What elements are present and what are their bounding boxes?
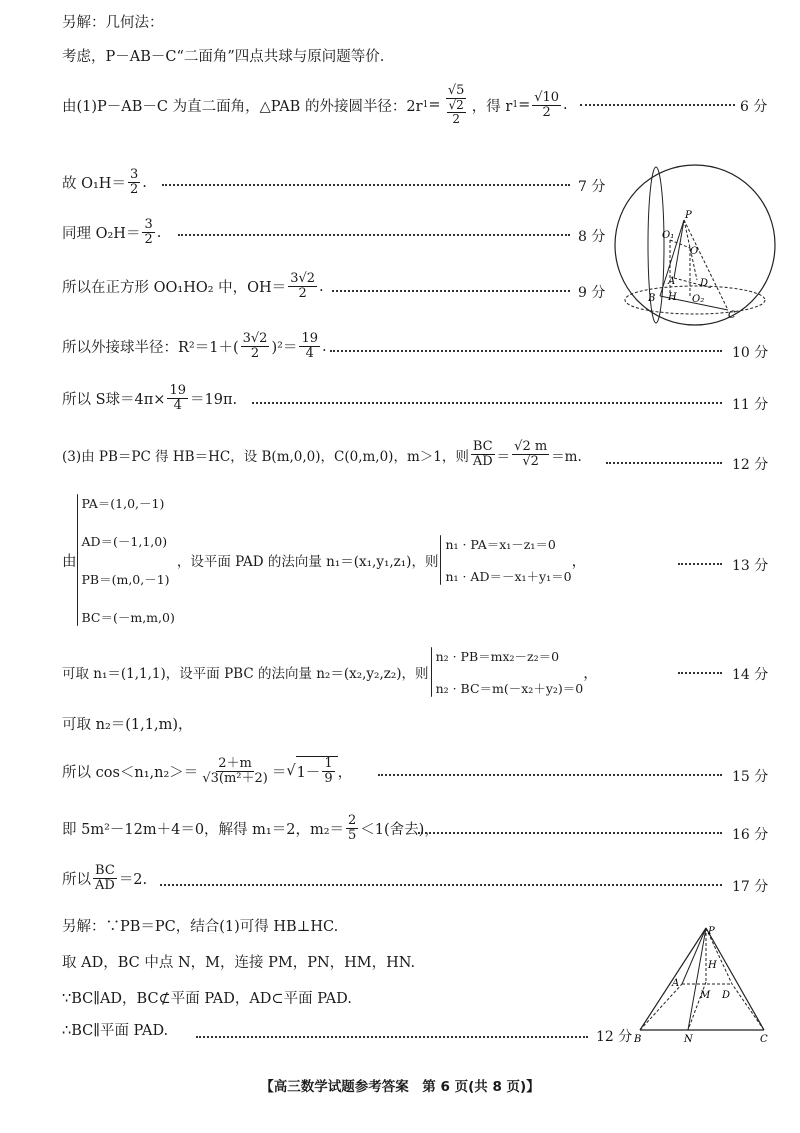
equation: n₁ · AD＝－x₁＋y₁＝0 xyxy=(445,569,572,584)
equation: n₁ · PA＝x₁－z₁＝0 xyxy=(445,537,556,552)
leader-dots xyxy=(678,563,722,565)
fraction xyxy=(167,384,188,414)
label-O2: O₂ xyxy=(692,294,705,305)
score-8: 8 分 xyxy=(578,229,606,245)
leader-dots xyxy=(378,774,722,776)
denominator: 9 xyxy=(324,771,333,787)
step-solve-m xyxy=(62,814,439,844)
text: ＝m. xyxy=(551,448,582,465)
leader-dots xyxy=(160,884,722,886)
step-o2h: 同理 O₂H＝ $\frac{3}{2}$ . xyxy=(62,217,162,248)
text: (3)由 PB＝PC 得 HB＝HC，设 B(m,0,0)，C(0,m,0)，m＞1，则 xyxy=(62,448,469,465)
text: ＝2. xyxy=(118,872,148,889)
label-N: N xyxy=(684,1034,693,1044)
text: 所以 cos＜n₁,n₂＞＝ xyxy=(62,764,199,781)
step-part3-setup xyxy=(62,440,582,470)
step-vectors: 由 PA＝(1,0,－1) AD＝(－1,1,0) PB＝(m,0,－1) BC＝(－m,m,0) ，设平面 PAD 的法向量 n₁＝(x₁,y₁,z₁)，则 n₁ · PA＝x₁－z₁＝0 n₁ · AD＝－x₁＋y₁＝0 ， xyxy=(62,496,587,625)
score-6: 6 分 xyxy=(740,99,768,115)
normal-equations xyxy=(441,535,571,585)
denominator xyxy=(443,99,470,126)
step-radius: 所以外接球半径：R²＝1＋( $\frac{3√2}{2}$ )²＝ $\frac{19}{4}$ . xyxy=(62,331,327,362)
leader-dots xyxy=(330,350,722,352)
numerator: 19 xyxy=(301,331,318,346)
step-normal-pbc: 可取 n₁＝(1,1,1)，设平面 PBC 的法向量 n₂＝(x₂,y₂,z₂)，则 n₂ · PB＝mx₂－z₂＝0 n₂ · BC＝m(－x₂＋y₂)＝0 ， xyxy=(62,649,598,696)
numerator: √5 xyxy=(447,83,465,98)
vector-pb: PB＝(m,0,－1) xyxy=(81,572,170,587)
denominator: 2 xyxy=(129,182,139,198)
fraction xyxy=(532,91,561,121)
text: ＝ xyxy=(496,448,511,465)
score-9: 9 分 xyxy=(578,285,606,301)
score-10: 10 分 xyxy=(732,345,769,361)
numerator: 2＋m xyxy=(218,755,252,771)
text: ＜1(舍去)， xyxy=(360,822,439,839)
fraction xyxy=(322,757,334,787)
text: 可取 n₁＝(1,1,1)，设平面 PBC 的法向量 n₂＝(x₂,y₂,z₂)，则 xyxy=(62,666,429,682)
numerator: 3√2 xyxy=(290,271,316,286)
denominator: √2 xyxy=(522,454,539,470)
fraction xyxy=(93,864,117,894)
alt2-line2: 取 AD，BC 中点 N，M，连接 PM，PN，HM，HN. xyxy=(62,955,416,971)
numerator: 3 xyxy=(144,217,153,232)
text: ，得 r xyxy=(471,98,513,115)
pyramid-figure xyxy=(630,922,780,1044)
text: 由(1)P－AB－C 为直二面角，△PAB 的外接圆半径：2r xyxy=(62,98,423,115)
text: = xyxy=(518,97,531,114)
normal-equations xyxy=(432,647,584,697)
text: 即 5m²－12m＋4＝0，解得 m₁＝2，m₂＝ xyxy=(62,822,345,839)
denominator: 2 xyxy=(298,286,307,302)
label-A: A xyxy=(668,276,676,287)
denominator: 4 xyxy=(173,398,182,414)
denominator: 2 xyxy=(250,346,260,362)
step-oh: 所以在正方形 OO₁HO₂ 中，OH＝ $\frac{3√2}{2}$ . xyxy=(62,271,324,302)
score-17: 17 分 xyxy=(732,879,769,895)
fraction xyxy=(241,332,270,362)
fraction xyxy=(443,84,470,127)
step-surface-area xyxy=(62,384,237,414)
numerator: BC xyxy=(472,439,493,454)
numerator: √2 xyxy=(448,98,464,113)
text: 所以 xyxy=(62,872,91,889)
label-H: H xyxy=(708,960,717,971)
leader-dots xyxy=(252,402,722,404)
fraction xyxy=(200,757,270,787)
score-12b: 12 分 xyxy=(596,1029,633,1045)
alt2-line3: ∵BC∥AD，BC⊄平面 PAD，AD⊂平面 PAD. xyxy=(62,991,352,1007)
leader-dots xyxy=(162,184,570,186)
denominator: 2 xyxy=(144,232,153,248)
numerator: 3√2 xyxy=(242,331,268,346)
step-cosine: 所以 cos＜n₁,n₂＞＝ $\frac{2+m}{\text{√3(m²＋2)}}$ ＝ √ 1－ $\frac{1}{9}$ ， xyxy=(62,755,353,787)
score-16: 16 分 xyxy=(732,827,769,843)
numerator: 19 xyxy=(169,383,186,398)
leader-dots xyxy=(678,672,722,674)
step-n2: 可取 n₂＝(1,1,m)， xyxy=(62,717,193,733)
denominator: AD xyxy=(95,878,115,894)
text: 1－ xyxy=(296,765,321,782)
label-O: O xyxy=(690,246,699,257)
step-o1h: 故 O₁H＝ $\frac{3}{2}$ . xyxy=(62,167,147,198)
label-O1: O₁ xyxy=(662,230,675,241)
leader-dots xyxy=(580,104,735,106)
fraction xyxy=(142,218,154,248)
numerator: 1 xyxy=(324,756,333,771)
text: 所以外接球半径：R²＝1＋( xyxy=(62,340,239,357)
leader-dots xyxy=(178,234,570,236)
score-14: 14 分 xyxy=(732,667,769,683)
fraction xyxy=(346,814,358,844)
fraction xyxy=(288,272,317,302)
numerator: 3 xyxy=(129,167,139,182)
denominator: √3(m²＋2) xyxy=(202,770,268,786)
fraction xyxy=(128,168,140,198)
fraction xyxy=(512,440,549,470)
text: 由 xyxy=(62,553,77,570)
numerator: 2 xyxy=(348,813,357,828)
label-C: C xyxy=(728,310,736,321)
denominator: 2 xyxy=(542,104,551,120)
label-M: M xyxy=(700,990,711,1001)
numerator: √2 m xyxy=(514,439,548,454)
alt-solution-heading: 另解：几何法： xyxy=(62,15,164,31)
equation: n₂ · PB＝mx₂－z₂＝0 xyxy=(435,649,560,664)
step-ratio xyxy=(62,864,147,894)
denominator: AD xyxy=(472,454,493,470)
text: ＝ xyxy=(271,764,287,781)
denominator: 5 xyxy=(348,828,357,844)
vector-bc: BC＝(－m,m,0) xyxy=(81,610,175,625)
numerator: √10 xyxy=(534,89,560,105)
sphere-figure xyxy=(612,160,778,330)
numerator: BC xyxy=(95,863,115,878)
equivalence-note: 考虑，P－AB－C“二面角”四点共球与原问题等价. xyxy=(62,49,385,65)
score-12: 12 分 xyxy=(732,457,769,473)
leader-dots xyxy=(196,1036,588,1038)
label-P: P xyxy=(685,210,692,221)
label-C: C xyxy=(760,1034,768,1044)
alt2-line4: ∴BC∥平面 PAD. xyxy=(62,1023,169,1039)
denominator: 4 xyxy=(305,346,314,362)
text: = xyxy=(428,97,441,114)
alt2-line1: 另解：∵PB＝PC，结合(1)可得 HB⊥HC. xyxy=(62,919,339,935)
vector-pa: PA＝(1,0,－1) xyxy=(81,496,165,511)
leader-dots xyxy=(332,290,570,292)
score-15: 15 分 xyxy=(732,769,769,785)
label-A: A xyxy=(672,978,680,989)
label-B: B xyxy=(634,1034,642,1044)
text: ＝19π. xyxy=(190,392,238,409)
text: 所以在正方形 OO₁HO₂ 中，OH＝ xyxy=(62,280,287,297)
leader-dots xyxy=(606,462,722,464)
page-footer: 【高三数学试题参考答案 第 6 页(共 8 页)】 xyxy=(260,1079,540,1095)
label-D: D xyxy=(722,990,731,1001)
score-7: 7 分 xyxy=(578,179,606,195)
step-circumradius: 由(1)P－AB－C 为直二面角，△PAB 的外接圆半径：2r 1 = $\frac{√5}{\frac{√2}{2}}$ ，得 r 1 = $\frac{√10}{2}$ . xyxy=(62,83,568,127)
leader-dots xyxy=(418,832,722,834)
fraction xyxy=(299,332,320,362)
denominator: 2 xyxy=(452,112,460,127)
text: 故 O₁H＝ xyxy=(62,176,126,193)
score-13: 13 分 xyxy=(732,558,769,574)
text: ，设平面 PAD 的法向量 n₁＝(x₁,y₁,z₁)，则 xyxy=(176,554,439,570)
fraction xyxy=(471,440,495,470)
score-11: 11 分 xyxy=(732,397,769,413)
label-P: P xyxy=(708,926,715,937)
vector-ad: AD＝(－1,1,0) xyxy=(81,534,168,549)
equation: n₂ · BC＝m(－x₂＋y₂)＝0 xyxy=(435,681,584,696)
label-B: B xyxy=(648,293,656,304)
label-D: D xyxy=(700,278,709,289)
label-H: H xyxy=(668,292,677,303)
text: )²＝ xyxy=(271,340,298,357)
text: 所以 S球＝4π× xyxy=(62,392,166,409)
text: 同理 O₂H＝ xyxy=(62,226,141,243)
vector-system xyxy=(78,494,175,626)
